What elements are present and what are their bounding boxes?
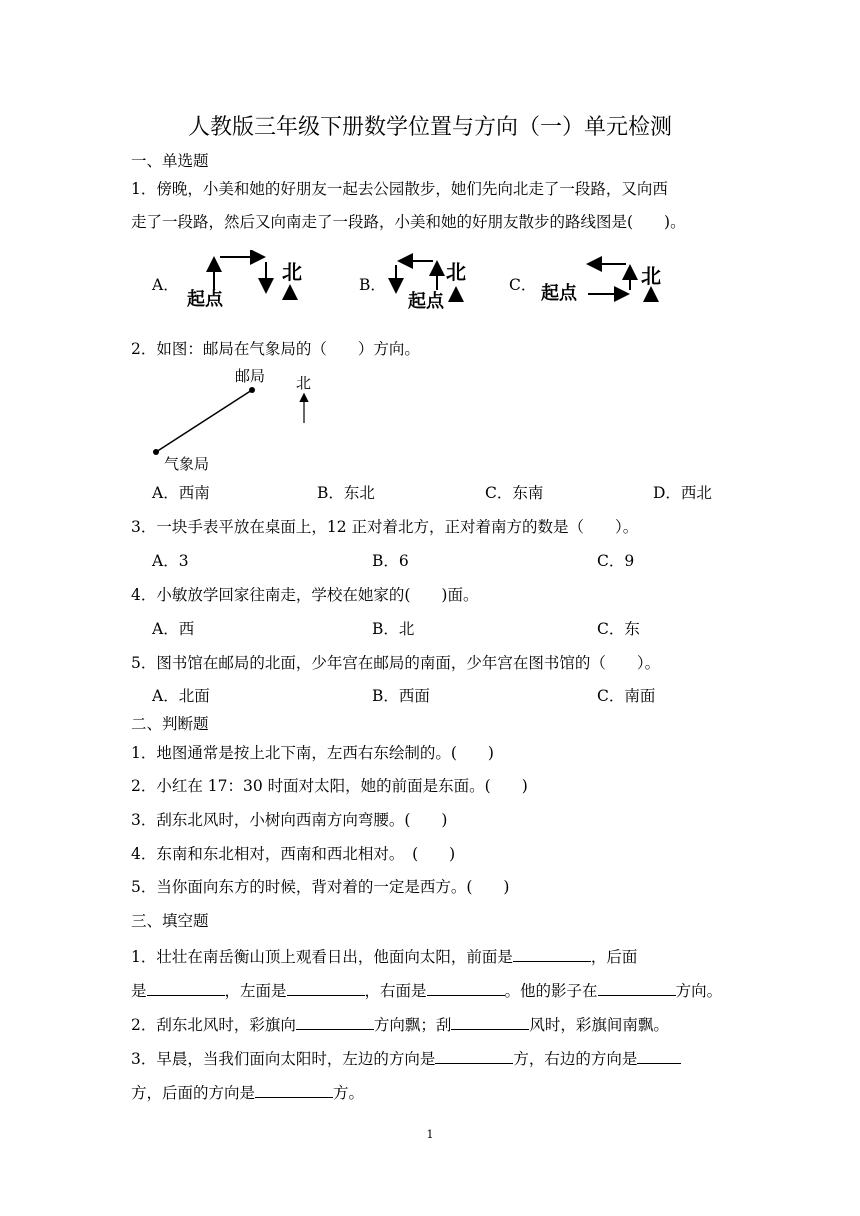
- section-heading-single-choice: 一、单选题: [131, 152, 209, 170]
- q2-post-office-label: 邮局: [235, 367, 266, 385]
- judge-item-3: 3．刮东北风时，小树向西南方向弯腰。( ): [131, 811, 448, 829]
- fill-2-blank-direction[interactable]: [296, 1013, 374, 1030]
- q3-option-b: B．6: [372, 552, 409, 570]
- fill-3-blank-back[interactable]: [255, 1081, 333, 1098]
- fill-2-text-c: 风时，彩旗间南飘。: [529, 1016, 669, 1034]
- q5-option-a: A．北面: [152, 687, 210, 705]
- fill-1-text-g: 方向。: [675, 982, 723, 1000]
- q5-option-b: B．西面: [372, 687, 430, 705]
- judge-item-5: 5．当你面向东方的时候，背对着的一定是西方。( ): [131, 878, 510, 896]
- question-2: 2．如图：邮局在气象局的（ ）方向。: [131, 340, 420, 358]
- fill-item-3-line-1: [131, 1047, 681, 1069]
- q2-option-a: A．西南: [152, 484, 210, 502]
- fill-3-text-a: 3．早晨，当我们面向太阳时，左边的方向是: [131, 1050, 436, 1068]
- page-title: 人教版三年级下册数学位置与方向（一）单元检测: [187, 115, 672, 140]
- fill-1-text-d: ，左面是: [224, 982, 287, 1000]
- q2-option-c: C．东南: [485, 484, 544, 502]
- q1-option-c-north-label: 北: [641, 264, 661, 288]
- fill-1-blank-back[interactable]: [147, 979, 225, 996]
- page-number: 1: [426, 1128, 434, 1141]
- q1-option-a-label: A．: [152, 276, 179, 294]
- fill-1-blank-left[interactable]: [287, 979, 365, 996]
- fill-item-3-line-2: [131, 1081, 364, 1103]
- fill-3-text-b: 方，右边的方向是: [513, 1050, 638, 1068]
- fill-1-blank-front[interactable]: [513, 945, 591, 962]
- q4-option-a: A．西: [152, 620, 195, 638]
- q1-option-c-start-label: 起点: [541, 283, 577, 304]
- fill-1-text-f: 。他的影子在: [504, 982, 598, 1000]
- q2-option-b: B．东北: [317, 484, 375, 502]
- fill-1-text-a: 1．壮壮在南岳衡山顶上观看日出，他面向太阳，前面是: [131, 948, 513, 966]
- q4-option-b: B．北: [372, 620, 415, 638]
- fill-2-text-a: 2．刮东北风时，彩旗向: [131, 1016, 296, 1034]
- q1-option-b-label: B．: [359, 276, 386, 294]
- judge-item-2: 2．小红在 17：30 时面对太阳，她的前面是东面。( ): [131, 777, 528, 795]
- q3-option-a: A．3: [152, 552, 189, 570]
- q1-option-a-north-label: 北: [282, 260, 302, 284]
- question-3: 3．一块手表平放在桌面上，12 正对着北方，正对着南方的数是（ ）。: [131, 518, 639, 536]
- judge-item-1: 1．地图通常是按上北下南，左西右东绘制的。( ): [131, 744, 494, 762]
- q5-option-c: C．南面: [597, 687, 656, 705]
- q1-option-a-start-label: 起点: [187, 289, 223, 310]
- fill-item-2: [131, 1013, 669, 1035]
- question-1-line-2: 走了一段路，然后又向南走了一段路，小美和她的好朋友散步的路线图是( )。: [131, 213, 686, 231]
- judge-item-4: 4．东南和东北相对，西南和西北相对。 ( ): [131, 845, 456, 863]
- fill-3-blank-left[interactable]: [435, 1047, 513, 1064]
- fill-2-text-b: 方向飘；刮: [373, 1016, 452, 1034]
- fill-1-text-e: ，右面是: [364, 982, 427, 1000]
- q3-option-c: C．9: [597, 552, 635, 570]
- q1-option-c-label: C．: [509, 276, 537, 294]
- q1-option-b-start-label: 起点: [408, 291, 444, 312]
- fill-2-blank-wind[interactable]: [451, 1013, 529, 1030]
- question-5: 5．图书馆在邮局的北面，少年宫在邮局的南面，少年宫在图书馆的（ ）。: [131, 654, 661, 672]
- fill-3-blank-right[interactable]: [637, 1047, 681, 1064]
- fill-1-blank-shadow[interactable]: [598, 979, 676, 996]
- q2-weather-bureau-label: 气象局: [164, 455, 210, 473]
- fill-1-text-c: 是: [131, 982, 147, 1000]
- question-1-line-1: 1．傍晚，小美和她的好朋友一起去公园散步，她们先向北走了一段路，又向西: [131, 180, 668, 198]
- fill-3-text-d: 方。: [333, 1084, 365, 1102]
- fill-item-1-line-2: [131, 979, 722, 1001]
- q2-option-d: D．西北: [653, 484, 712, 502]
- fill-item-1-line-1: [131, 945, 637, 967]
- section-heading-fill-in: 三、填空题: [131, 912, 209, 930]
- q4-option-c: C．东: [597, 620, 640, 638]
- q2-north-label: 北: [296, 374, 312, 392]
- q1-option-b-north-label: 北: [446, 260, 466, 284]
- fill-1-text-b: ，后面: [590, 948, 638, 966]
- question-4: 4．小敏放学回家往南走，学校在她家的( )面。: [131, 586, 479, 604]
- fill-1-blank-right[interactable]: [427, 979, 505, 996]
- section-heading-true-false: 二、判断题: [131, 715, 209, 733]
- fill-3-text-c: 方，后面的方向是: [131, 1084, 256, 1102]
